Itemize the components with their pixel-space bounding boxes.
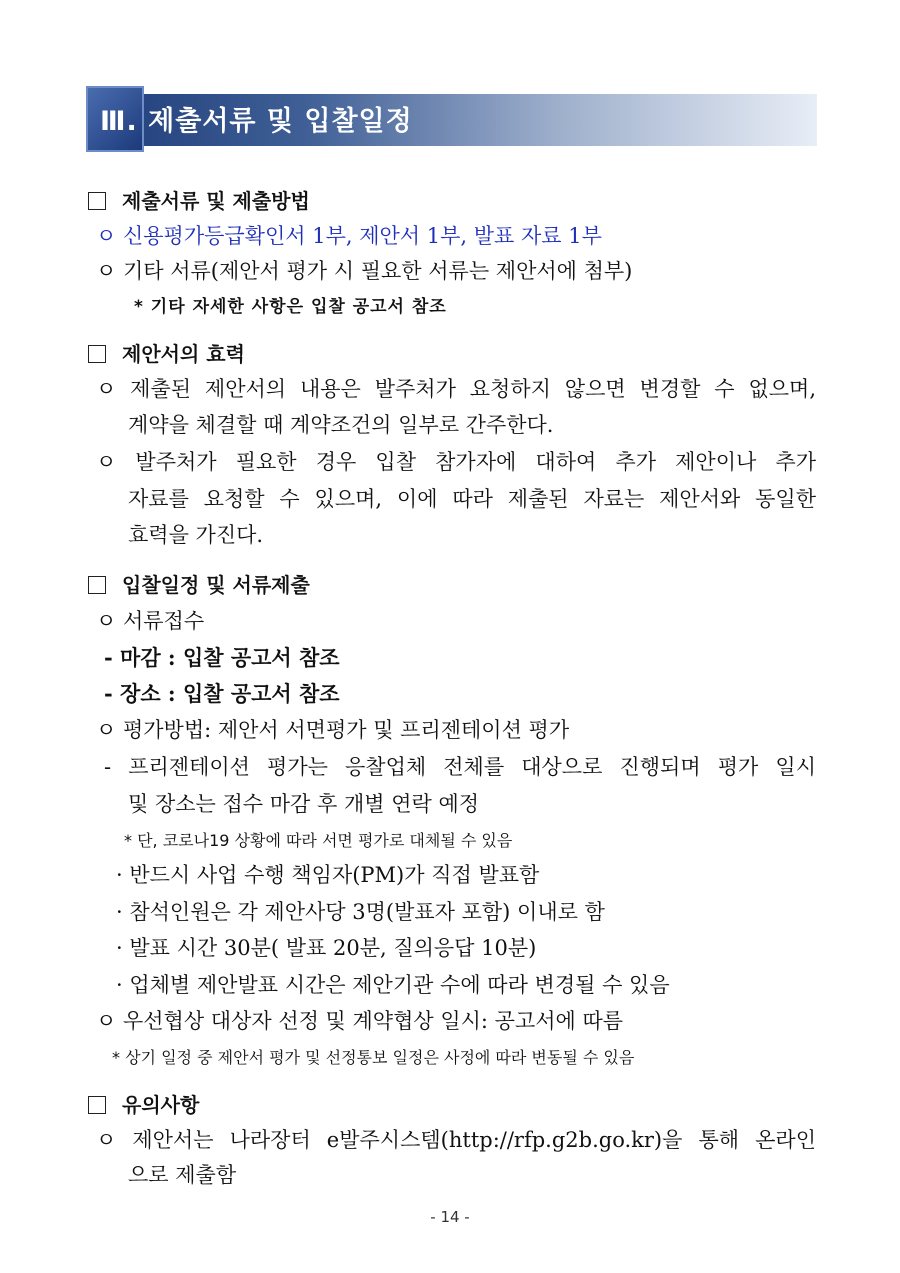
list-item: ㅇ 제안서는 나라장터 e발주시스템(http://rfp.g2b.go.kr)을 통해 온라인 <box>96 1128 816 1152</box>
heading-notes: 유의사항 <box>88 1090 199 1120</box>
list-item: ㅇ 우선협상 대상자 선정 및 계약협상 일시: 공고서에 따름 <box>96 1009 624 1033</box>
checkbox-square-icon <box>88 576 106 594</box>
note: * 상기 일정 중 제안서 평가 및 선정통보 일정은 사정에 따라 변동될 수 있음 <box>112 1048 635 1067</box>
list-item: ㅇ 평가방법: 제안서 서면평가 및 프리젠테이션 평가 <box>96 718 570 742</box>
section-title: Ⅲ. 제출서류 및 입찰일정 <box>100 106 413 137</box>
heading-bid-schedule: 입찰일정 및 서류제출 <box>88 570 310 600</box>
note: * 단, 코로나19 상황에 따라 서면 평가로 대체될 수 있음 <box>124 831 513 850</box>
sub-item: - 프리젠테이션 평가는 응찰업체 전체를 대상으로 진행되며 평가 일시 <box>104 755 816 779</box>
page-number: - 14 - <box>430 1208 470 1226</box>
bullet-item: · 업체별 제안발표 시간은 제안기관 수에 따라 변경될 수 있음 <box>116 973 670 997</box>
checkbox-square-icon <box>88 345 106 363</box>
bullet-item: · 참석인원은 각 제안사당 3명(발표자 포함) 이내로 함 <box>116 900 605 924</box>
list-item-continuation: 효력을 가진다. <box>128 523 264 547</box>
list-item: ㅇ 서류접수 <box>96 609 205 633</box>
checkbox-square-icon <box>88 192 106 210</box>
checkbox-square-icon <box>88 1096 106 1114</box>
bullet-item: · 발표 시간 30분( 발표 20분, 질의응답 10분) <box>116 936 537 960</box>
note: * 기타 자세한 사항은 입찰 공고서 참조 <box>134 297 447 317</box>
section-header <box>86 86 817 152</box>
list-item-continuation: 으로 제출함 <box>128 1163 237 1187</box>
sub-item-continuation: 및 장소는 접수 마감 후 개별 연락 예정 <box>128 792 480 816</box>
heading-submission-docs: 제출서류 및 제출방법 <box>88 186 310 216</box>
list-item: ㅇ 신용평가등급확인서 1부, 제안서 1부, 발표 자료 1부 <box>96 224 602 248</box>
sub-item: - 장소 : 입찰 공고서 참조 <box>104 681 340 706</box>
sub-item: - 마감 : 입찰 공고서 참조 <box>104 645 340 670</box>
list-item-continuation: 계약을 체결할 때 계약조건의 일부로 간주한다. <box>128 413 554 437</box>
list-item: ㅇ 제출된 제안서의 내용은 발주처가 요청하지 않으면 변경할 수 없으며, <box>96 377 816 401</box>
bullet-item: · 반드시 사업 수행 책임자(PM)가 직접 발표함 <box>116 863 540 887</box>
heading-proposal-validity: 제안서의 효력 <box>88 339 245 369</box>
list-item-continuation: 자료를 요청할 수 있으며, 이에 따라 제출된 자료는 제안서와 동일한 <box>128 487 816 511</box>
list-item: ㅇ 발주처가 필요한 경우 입찰 참가자에 대하여 추가 제안이나 추가 <box>96 450 816 474</box>
list-item: ㅇ 기타 서류(제안서 평가 시 필요한 서류는 제안서에 첨부) <box>96 259 633 283</box>
